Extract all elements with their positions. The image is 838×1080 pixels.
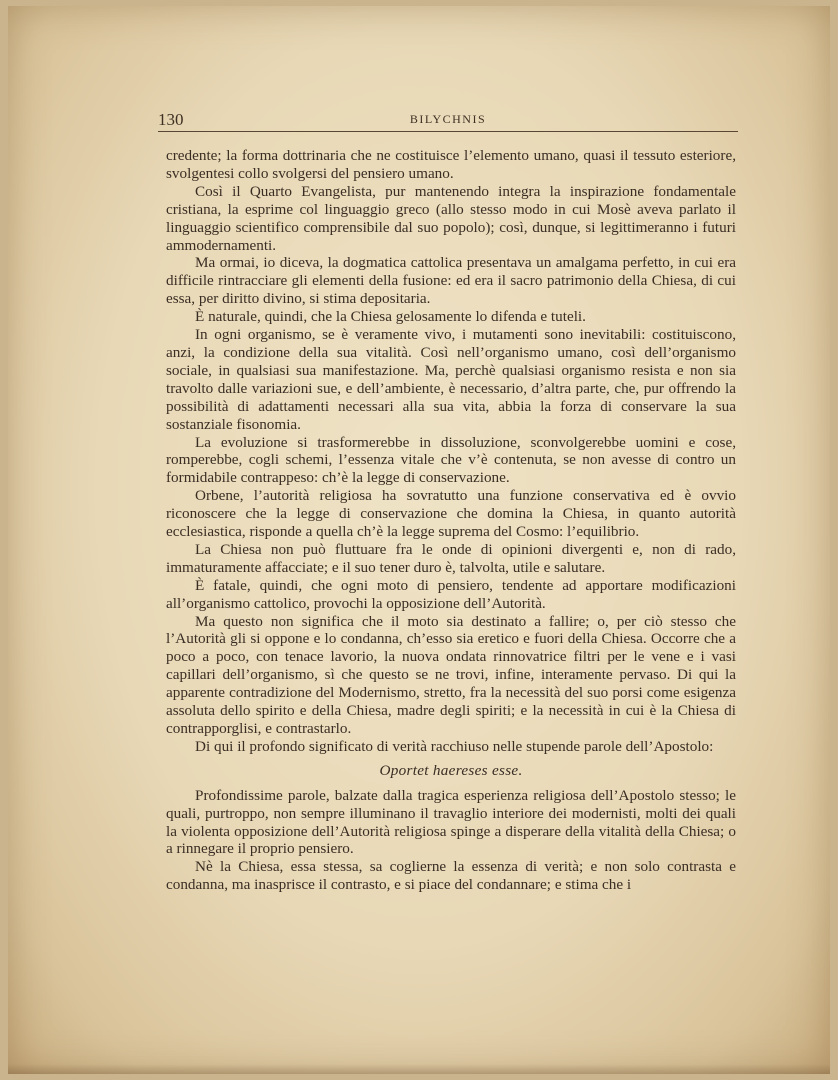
paragraph: La evoluzione si trasformerebbe in dissoluzione, sconvolgerebbe uomini e cose, romperebbe, cogli schemi, l’essenza vitale che v’è contenuta, se non avesse di contro un formidabile contrappeso: ch’è la legge di conservazione. — [166, 433, 736, 487]
page-bottom-edge — [8, 1064, 830, 1074]
paragraph: La Chiesa non può fluttuare fra le onde di opinioni divergenti e, non di rado, immaturamente affacciate; e il suo tener duro è, talvolta, utile e salutare. — [166, 540, 736, 576]
latin-quote: Oportet haereses esse. — [379, 761, 523, 779]
paragraph: Di qui il profondo significato di verità racchiuso nelle stupende parole dell’Apostolo: — [195, 737, 714, 755]
paragraph: credente; la forma dottrinaria che ne costituisce l’elemento umano, quasi il tessuto esteriore, svolgentesi collo svolgersi del pensiero umano. — [166, 147, 736, 182]
text-body — [166, 147, 736, 894]
page-header — [158, 106, 738, 132]
paragraph: È fatale, quindi, che ogni moto di pensiero, tendente ad apportare modificazioni all’organismo cattolico, provochi la opposizione dell’Autorità. — [166, 576, 736, 612]
paragraph: È naturale, quindi, che la Chiesa gelosamente lo difenda e tuteli. — [195, 308, 586, 326]
header-rule — [158, 131, 738, 132]
paragraph: Profondissime parole, balzate dalla tragica esperienza religiosa dell’Apostolo stesso; le quali, purtroppo, non sempre illuminano il travaglio interiore dei modernisti, molti dei quali la violenta opposizione dell’Autorità religiosa spinge a disperare della vitalità della Chiesa; o a rinnegare il proprio pensiero. — [166, 786, 736, 858]
paragraph: Ma questo non significa che il moto sia destinato a fallire; o, per ciò stesso che l’Autorità gli si oppone e lo condanna, ch’esso sia eretico e fuori della Chiesa. Occorre che a poco a poco, con tenace lavorio, la nuova ondata rinnovatrice filtri per le vene e i vasi capillari dell’organismo, sì che questo se ne trovi, infine, interamente pervaso. Di qui la apparente contradizione del Modernismo, stretto, fra la necessità del suo porsi come esigenza assoluta dello spirito e della Chiesa, madre degli spiriti; e la necessità in cui è la Chiesa di contrapporglisi, e contrastarlo. — [166, 612, 736, 737]
paragraph: Nè la Chiesa, essa stessa, sa coglierne la essenza di verità; e non solo contrasta e condanna, ma inasprisce il contrasto, e si piace del condannare; e stima che i — [166, 858, 736, 894]
book-page — [8, 6, 830, 1074]
page-number: 130 — [158, 110, 184, 129]
paragraph: Così il Quarto Evangelista, pur mantenendo integra la inspirazione fondamentale cristiana, la esprime col linguaggio greco (allo stesso modo in cui Mosè aveva parlato il linguaggio scientifico comprensibile dal suo popolo); così, dunque, si legittimeranno i futuri ammodernamenti. — [166, 182, 736, 254]
running-title: BILYCHNIS — [409, 112, 487, 126]
paragraph: Orbene, l’autorità religiosa ha sovratutto una funzione conservativa ed è ovvio riconoscere che la legge di conservazione che domina la Chiesa, in quanto autorità ecclesiastica, risponde a quella ch’è la legge suprema del Cosmo: l’equilibrio. — [166, 487, 736, 541]
paragraph: In ogni organismo, se è veramente vivo, i mutamenti sono inevitabili: costituiscono, anzi, la condizione della sua vitalità. Così nell’organismo umano, così dell’organismo sociale, in qualsiasi sua manifestazione. Ma, perchè qualsiasi organismo resista e non sia travolto dalle variazioni sue, e dell’ambiente, è necessario, d’altra parte, che, pur offrendo la possibilità di adattamenti necessari alla sua vita, abbia la forza di conservare la sua sostanziale fisonomia. — [166, 326, 736, 433]
paragraph: Ma ormai, io diceva, la dogmatica cattolica presentava un amalgama perfetto, in cui era difficile rintracciare gli elementi della fusione: ed era il sacro patrimonio della Chiesa, di cui essa, per diritto divino, si stima depositaria. — [166, 254, 736, 308]
